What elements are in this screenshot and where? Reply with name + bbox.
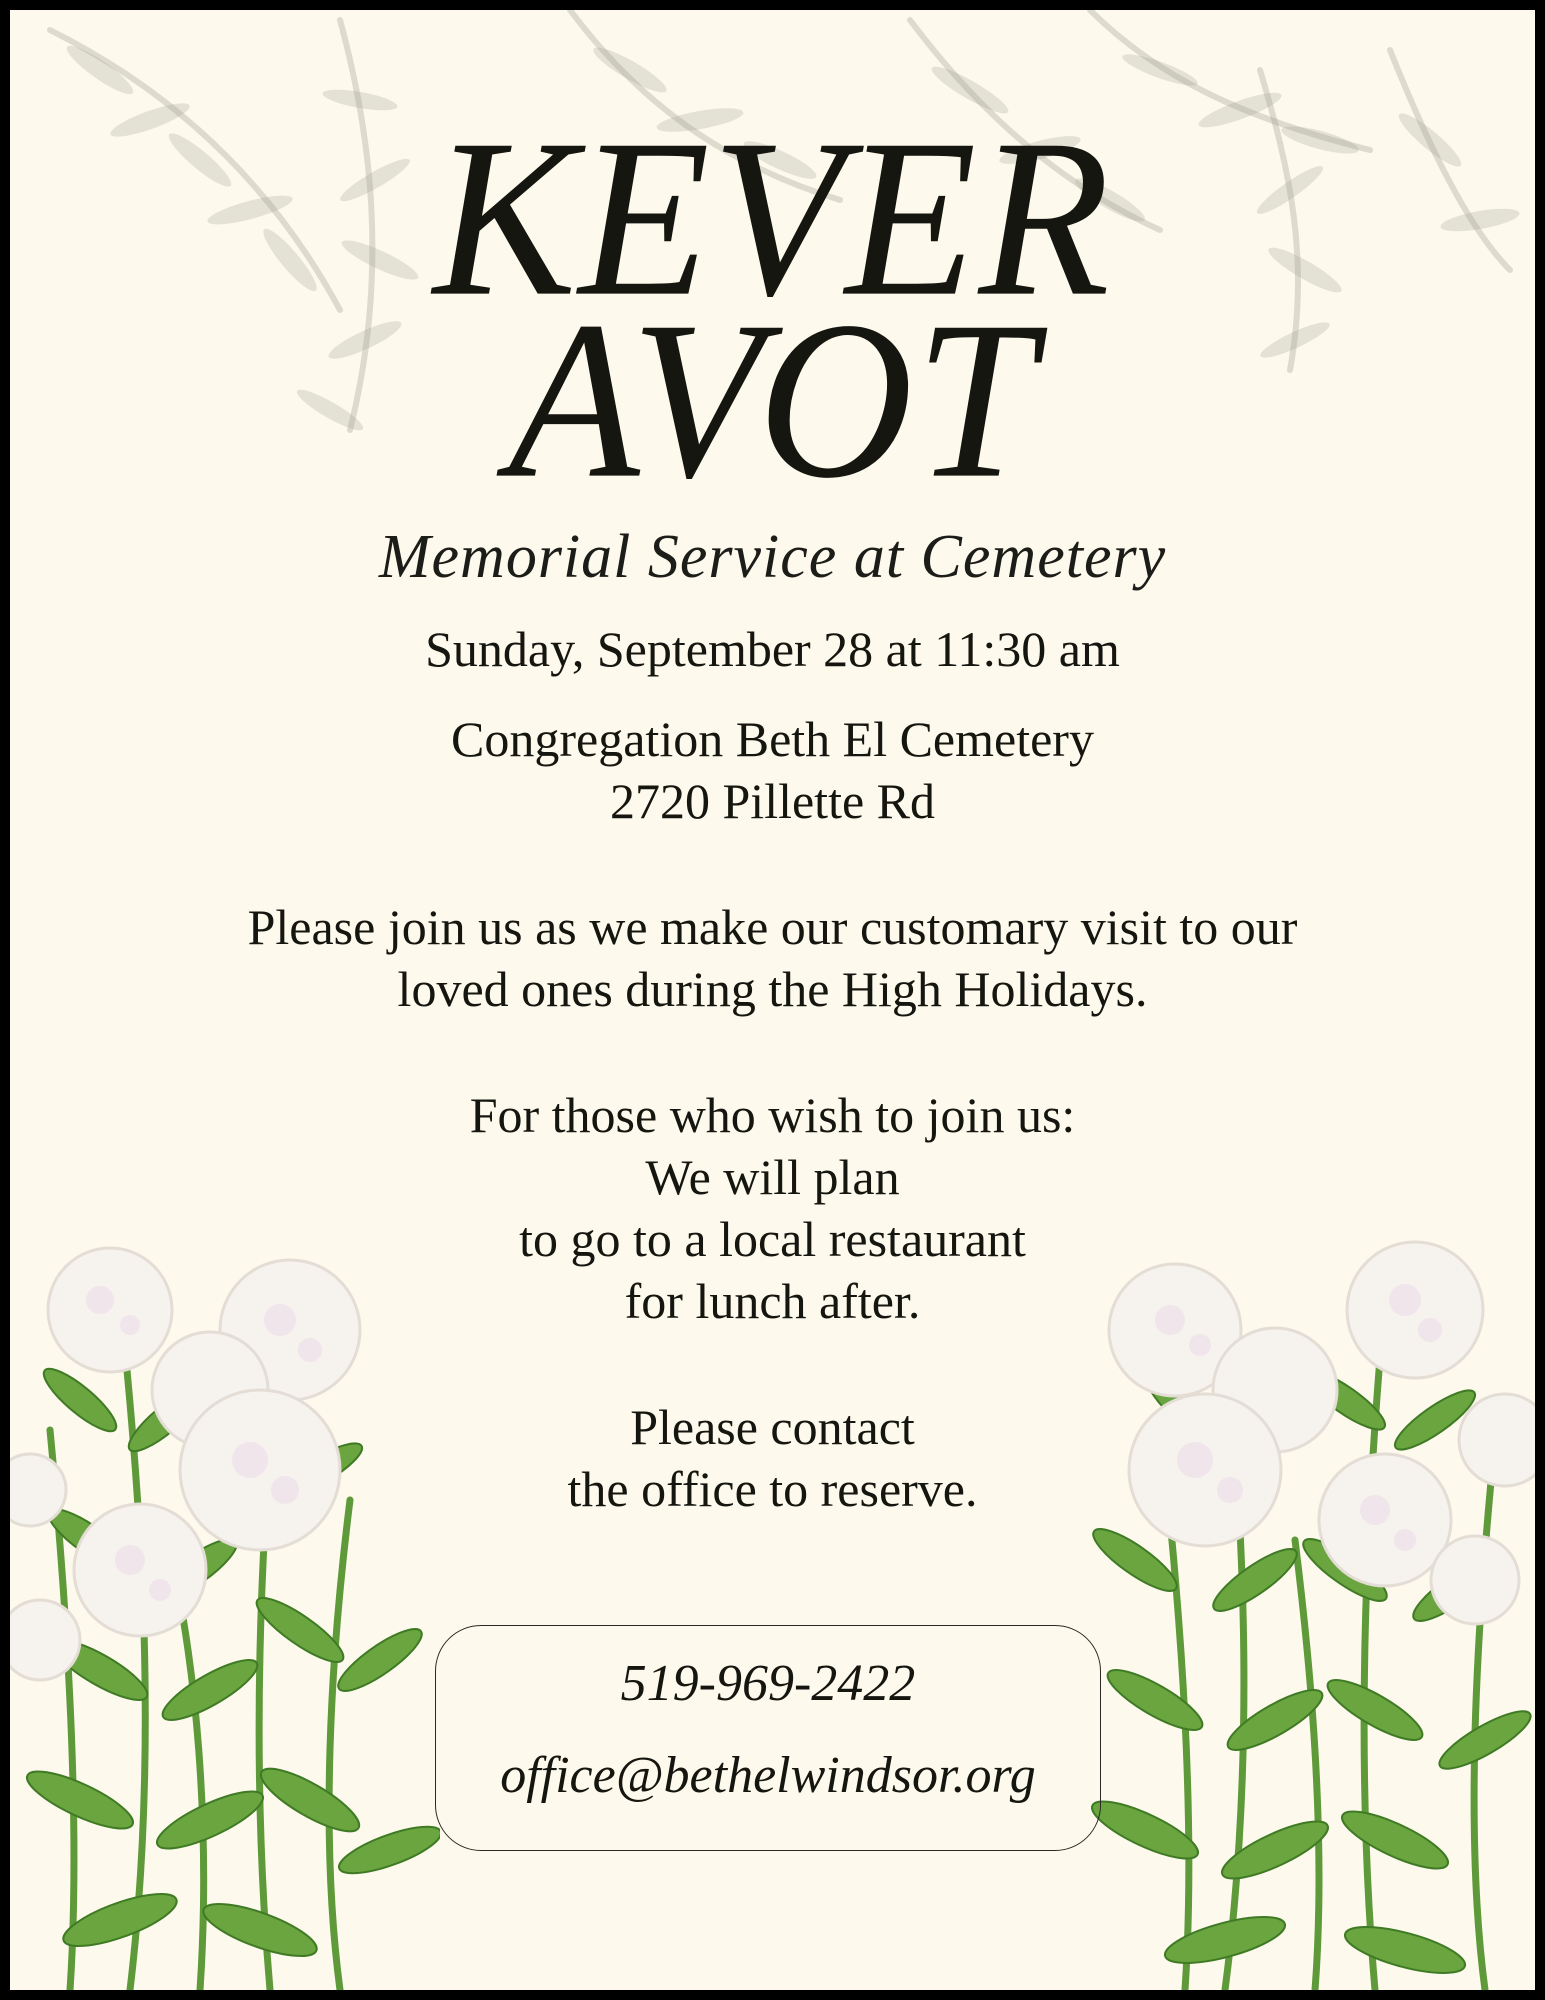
lunch-line-1: For those who wish to join us: [469, 1087, 1076, 1143]
lunch-line-3: to go to a local restaurant [519, 1211, 1026, 1267]
intro-line-2: loved ones during the High Holidays. [397, 961, 1148, 1017]
reserve-line-2: the office to reserve. [567, 1461, 978, 1517]
flowers-left-decoration [10, 1240, 440, 1990]
event-date-time: Sunday, September 28 at 11:30 am [425, 621, 1120, 677]
lunch-line-4: for lunch after. [624, 1273, 921, 1329]
email-link[interactable]: office@bethelwindsor.org [500, 1747, 1036, 1804]
subtitle: Memorial Service at Cemetery [378, 523, 1167, 591]
title-line-1: KEVER [433, 92, 1112, 343]
flyer-page [10, 10, 1535, 1990]
phone-number[interactable]: 519-969-2422 [620, 1655, 916, 1712]
flowers-right-decoration [1075, 1240, 1535, 1990]
contact-box [435, 1625, 1101, 1851]
reserve-line-1: Please contact [630, 1399, 915, 1455]
title-line-2: AVOT [508, 274, 1037, 525]
location-address: 2720 Pillette Rd [610, 773, 935, 829]
lunch-line-2: We will plan [645, 1149, 900, 1205]
location-name: Congregation Beth El Cemetery [451, 711, 1094, 767]
intro-line-1: Please join us as we make our customary visit to our [247, 899, 1298, 955]
